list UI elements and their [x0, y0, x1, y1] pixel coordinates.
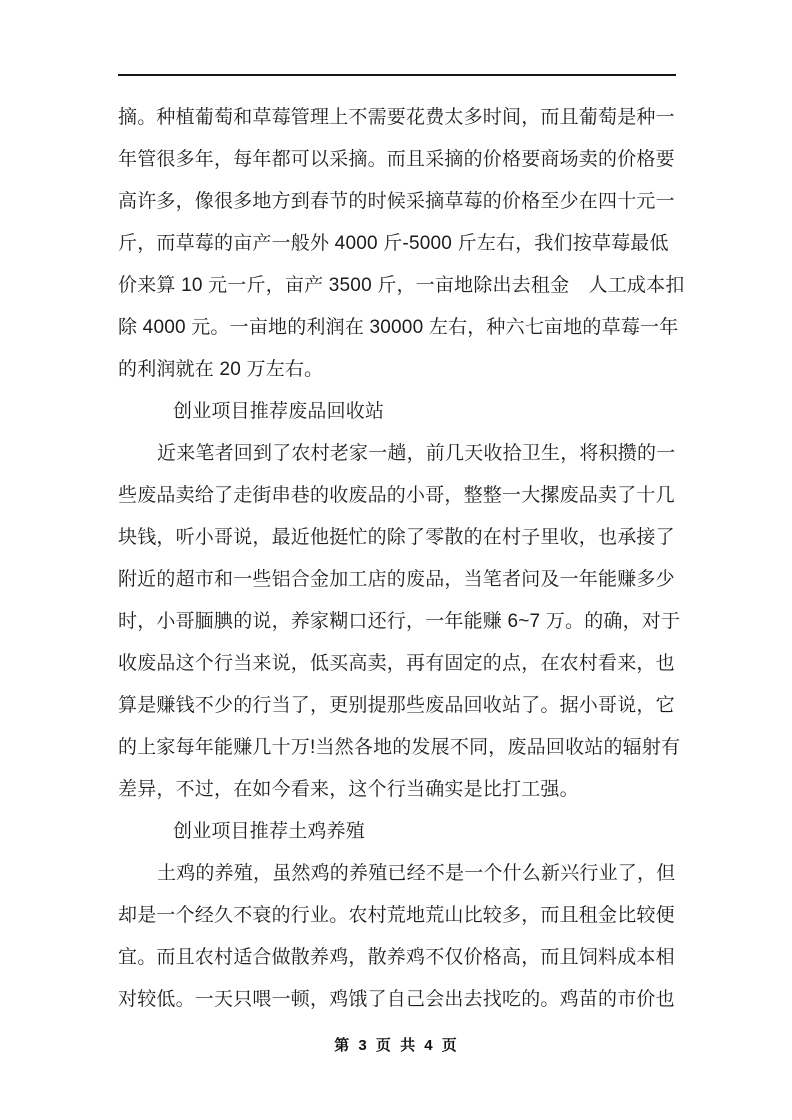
- text-line: 算是赚钱不少的行当了，更别提那些废品回收站了。据小哥说，它: [118, 695, 675, 716]
- text-line: 附近的超市和一些铝合金加工店的废品，当笔者问及一年能赚多少: [118, 569, 675, 590]
- text-line: 却是一个经久不衰的行业。农村荒地荒山比较多，而且租金比较便: [118, 905, 675, 926]
- text-line: 近来笔者回到了农村老家一趟，前几天收拾卫生，将积攒的一: [157, 443, 676, 464]
- header-divider: [118, 74, 676, 76]
- section-heading: 创业项目推荐土鸡养殖: [173, 821, 366, 842]
- text-line: 宜。而且农村适合做散养鸡，散养鸡不仅价格高，而且饲料成本相: [118, 947, 675, 968]
- text-line: 的利润就在 20 万左右。: [118, 359, 324, 380]
- text-line: 土鸡的养殖，虽然鸡的养殖已经不是一个什么新兴行业了，但: [157, 863, 676, 884]
- text-line: 的上家每年能赚几十万!当然各地的发展不同，废品回收站的辐射有: [118, 737, 681, 758]
- text-line: 差异，不过，在如今看来，这个行当确实是比打工强。: [118, 779, 579, 800]
- text-line: 除 4000 元。一亩地的利润在 30000 左右，种六七亩地的草莓一年: [118, 317, 679, 338]
- text-line: 时，小哥腼腆的说，养家糊口还行，一年能赚 6~7 万。的确，对于: [118, 611, 681, 632]
- text-line: 斤，而草莓的亩产一般外 4000 斤-5000 斤左右，我们按草莓最低: [118, 233, 669, 254]
- text-line: 高许多，像很多地方到春节的时候采摘草莓的价格至少在四十元一: [118, 191, 675, 212]
- page-number-footer: 第 3 页 共 4 页: [334, 1037, 458, 1054]
- text-line: 块钱，听小哥说，最近他挺忙的除了零散的在村子里收，也承接了: [118, 527, 675, 548]
- text-line: 收废品这个行当来说，低买高卖，再有固定的点，在农村看来，也: [118, 653, 675, 674]
- text-line: 摘。种植葡萄和草莓管理上不需要花费太多时间，而且葡萄是种一: [118, 107, 675, 128]
- text-line: 些废品卖给了走街串巷的收废品的小哥，整整一大摞废品卖了十几: [118, 485, 675, 506]
- section-heading: 创业项目推荐废品回收站: [173, 401, 385, 422]
- document-body: [118, 97, 685, 1021]
- text-line: 年管很多年，每年都可以采摘。而且采摘的价格要商场卖的价格要: [118, 149, 675, 170]
- text-line: 价来算 10 元一斤，亩产 3500 斤，一亩地除出去租金 人工成本扣: [118, 275, 685, 296]
- text-line: 对较低。一天只喂一顿，鸡饿了自己会出去找吃的。鸡苗的市价也: [118, 989, 675, 1010]
